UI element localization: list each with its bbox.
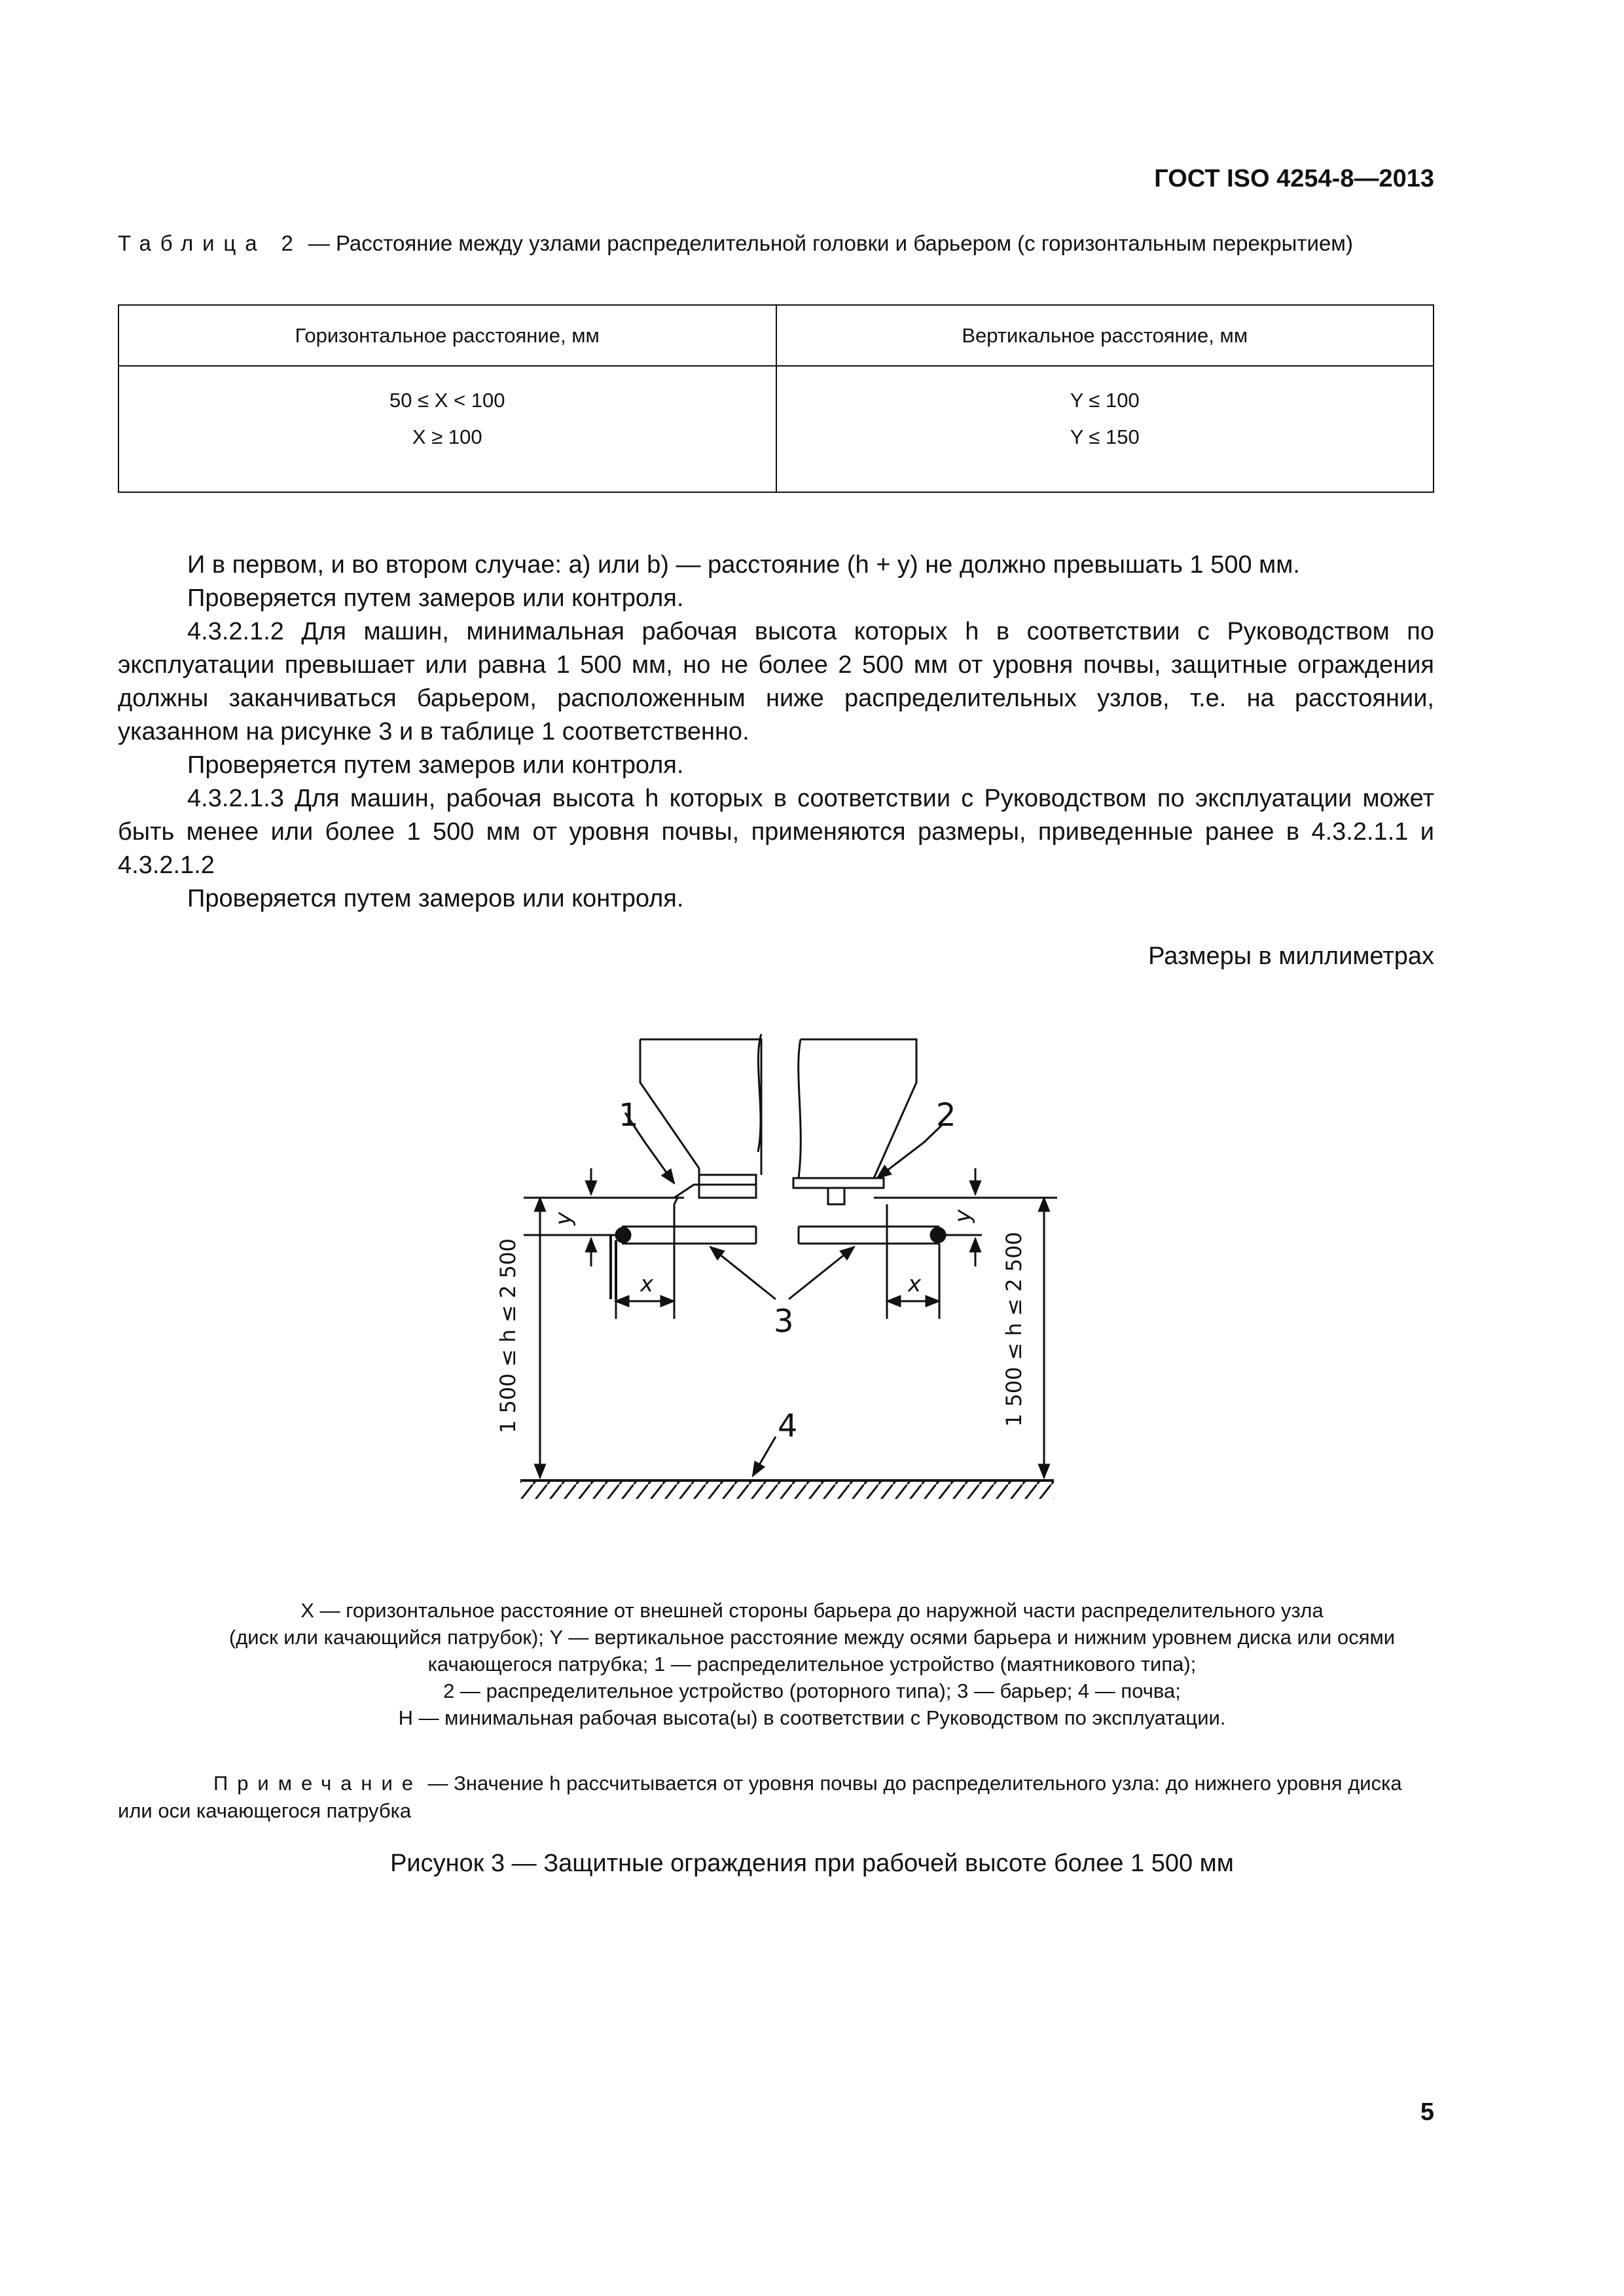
- label-y-left: y: [550, 1211, 577, 1225]
- paragraph-6: Проверяется путем замеров или контроля.: [187, 885, 684, 912]
- table-caption-text: — Расстояние между узлами распределительной головки и барьером (с горизонтальным перекрытием): [302, 231, 1353, 255]
- label-h-right: 1 500 ≤ h ≤ 2 500: [1001, 1232, 1026, 1427]
- paragraph-4: Проверяется путем замеров или контроля.: [187, 751, 684, 779]
- paragraph-1: И в первом, и во втором случае: a) или b) — расстояние (h + y) не должно превышать 1 500 мм.: [187, 551, 1300, 579]
- figure-note: [118, 1770, 1434, 1825]
- label-1: 1: [619, 1097, 639, 1134]
- horizontal-range-2: X ≥ 100: [412, 425, 482, 448]
- legend-line-2: (диск или качающийся патрубок); Y — вертикальное расстояние между осями барьера и нижним уровнем диска или осями: [228, 1626, 1396, 1649]
- figure-legend: [118, 1597, 1506, 1731]
- legend-line-1: X — горизонтальное расстояние от внешней стороны барьера до наружной части распределительного узла: [300, 1599, 1324, 1622]
- label-2: 2: [936, 1097, 956, 1134]
- page-number: 5: [1420, 2098, 1434, 2126]
- paragraph-3: 4.3.2.1.2 Для машин, минимальная рабочая высота которых h в соответствии с Руководством по эксплуатации превышает или равна 1 500 мм, но не более 2 500 мм от уровня почвы, защитные ограждения должны заканчиваться барьером, расположенным ниже распределительных узлов, т.е. на расстоянии, указанном на рисунке 3 и в таблице 1 соответственно.: [118, 618, 1434, 745]
- ground-hatching: [520, 1480, 1054, 1499]
- pendulum-spreader: [640, 1034, 761, 1204]
- legend-line-3: качающегося патрубка; 1 — распределительное устройство (маятникового типа);: [427, 1653, 1197, 1676]
- vertical-limit-2: Y ≤ 150: [1070, 425, 1140, 448]
- note-label: Примечание: [213, 1772, 422, 1795]
- figure-caption: Рисунок 3 — Защитные ограждения при рабочей высоте более 1 500 мм: [390, 1850, 1234, 1877]
- table-header-vertical: Вертикальное расстояние, мм: [776, 305, 1434, 366]
- dimensions-note: Размеры в миллиметрах: [1148, 942, 1434, 970]
- vertical-limit-1: Y ≤ 100: [1070, 389, 1140, 412]
- legend-line-4: 2 — распределительное устройство (роторного типа); 3 — барьер; 4 — почва;: [443, 1679, 1181, 1702]
- left-barrier: [611, 1227, 756, 1299]
- note-text: — Значение h рассчитывается от уровня почвы до распределительного узла: до нижнего уровня диска или оси качающегося патрубка: [118, 1772, 1402, 1822]
- label-y-right: y: [950, 1209, 976, 1223]
- paragraph-2: Проверяется путем замеров или контроля.: [187, 584, 684, 612]
- right-barrier: [799, 1227, 945, 1244]
- label-x-right: x: [908, 1271, 922, 1297]
- document-header: ГОСТ ISO 4254-8—2013: [1154, 165, 1434, 192]
- label-h-left: 1 500 ≤ h ≤ 2 500: [496, 1238, 520, 1433]
- table-header-horizontal: Горизонтальное расстояние, мм: [118, 305, 776, 366]
- paragraph-5: 4.3.2.1.3 Для машин, рабочая высота h которых в соответствии с Руководством по эксплуатации может быть менее или более 1 500 мм от уровня почвы, применяются размеры, приведенные ранее в 4.3.2.1.1 и 4.3.2.1.2: [118, 785, 1434, 879]
- legend-line-5: H — минимальная рабочая высота(ы) в соответствии с Руководством по эксплуатации.: [398, 1706, 1226, 1729]
- table-caption-label: Таблица 2: [118, 231, 302, 255]
- label-x-left: x: [640, 1271, 654, 1297]
- rotor-spreader: [793, 1039, 916, 1204]
- label-4: 4: [778, 1408, 798, 1444]
- horizontal-range-1: 50 ≤ X < 100: [389, 389, 505, 412]
- label-3: 3: [774, 1303, 794, 1340]
